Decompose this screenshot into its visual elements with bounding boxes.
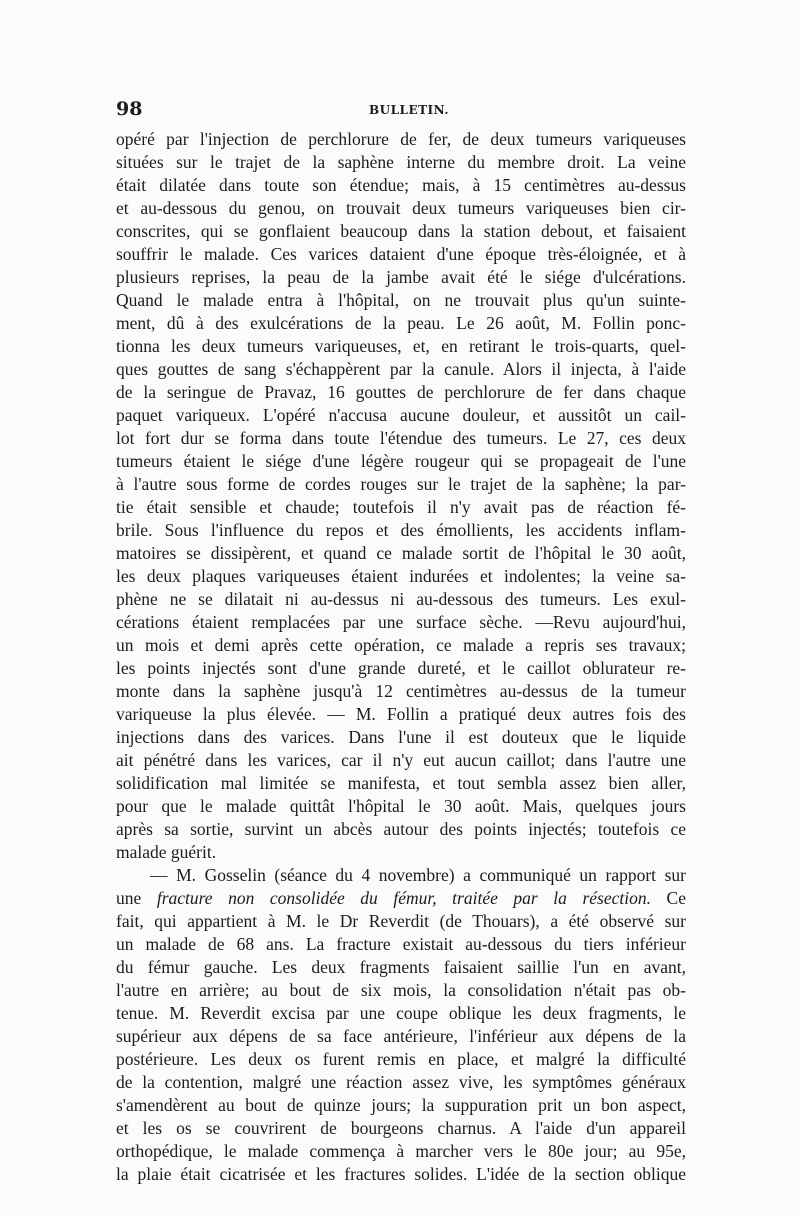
text-line: malade guérit.	[116, 842, 217, 862]
text-line: paquet variqueux. L'opéré n'accusa aucune douleur, et aussitôt un cail-	[116, 405, 686, 425]
text-line-with-title	[116, 887, 686, 910]
text-line: cérations étaient remplacées par une surface sèche. —Revu aujourd'hui,	[116, 612, 686, 632]
text-line: injections dans des varices. Dans l'une il est douteux que le liquide	[116, 727, 686, 747]
text-line: ment, dû à des exulcérations de la peau. Le 26 août, M. Follin ponc-	[116, 313, 686, 333]
text-line: tionna les deux tumeurs variqueuses, et, en retirant le trois-quarts, quel-	[116, 336, 686, 356]
text-span: Ce	[650, 888, 686, 908]
text-line: de la contention, malgré une réaction assez vive, les symptômes généraux	[116, 1072, 686, 1092]
text-line: et les os se couvrirent de bourgeons charnus. A l'aide d'un appareil	[116, 1118, 686, 1138]
text-line: variqueuse la plus élevée. — M. Follin a pratiqué deux autres fois des	[116, 704, 686, 724]
text-line: plusieurs reprises, la peau de la jambe avait été le siége d'ulcérations.	[116, 267, 686, 287]
text-line: conscrites, qui se gonflaient beaucoup dans la station debout, et faisaient	[116, 221, 686, 241]
page-number: 98	[116, 98, 143, 120]
paragraph-continuation	[116, 910, 686, 1186]
text-line: et au-dessous du genou, on trouvait deux tumeurs variqueuses bien cir-	[116, 198, 686, 218]
text-line: les points injectés sont d'une grande dureté, et le caillot oblurateur re-	[116, 658, 686, 678]
text-line: situées sur le trajet de la saphène interne du membre droit. La veine	[116, 152, 686, 172]
text-line: l'autre en arrière; au bout de six mois, la consolidation n'était pas ob-	[116, 980, 686, 1000]
text-line: solidification mal limitée se manifesta, et tout sembla assez bien aller,	[116, 773, 686, 793]
text-line: tumeurs étaient le siége d'une légère rougeur qui se propageait de l'une	[116, 451, 686, 471]
paragraph-gosselin-report	[116, 864, 686, 1186]
text-line: tie était sensible et chaude; toutefois il n'y avait pas de réaction fé-	[116, 497, 686, 517]
text-line: lot fort dur se forma dans toute l'étendue des tumeurs. Le 27, ces deux	[116, 428, 686, 448]
text-line: souffrir le malade. Ces varices dataient d'une époque très-éloignée, et à	[116, 244, 686, 264]
text-span: une	[116, 888, 157, 908]
text-line: pour que le malade quittât l'hôpital le 30 août. Mais, quelques jours	[116, 796, 686, 816]
text-line: Quand le malade entra à l'hôpital, on ne trouvait plus qu'un suinte-	[116, 290, 686, 310]
text-line: phène ne se dilatait ni au-dessus ni au-dessous des tumeurs. Les exul-	[116, 589, 686, 609]
body-text	[116, 128, 686, 1186]
text-line: monte dans la saphène jusqu'à 12 centimètres au-dessus de la tumeur	[116, 681, 686, 701]
text-line: s'amendèrent au bout de quinze jours; la suppuration prit un bon aspect,	[116, 1095, 686, 1115]
text-line: orthopédique, le malade commença à marcher vers le 80e jour; au 95e,	[116, 1141, 686, 1161]
text-line: les deux plaques variqueuses étaient indurées et indolentes; la veine sa-	[116, 566, 686, 586]
text-line: était dilatée dans toute son étendue; mais, à 15 centimètres au-dessus	[116, 175, 686, 195]
text-line: brile. Sous l'influence du repos et des émollients, les accidents inflam-	[116, 520, 686, 540]
text-line: opéré par l'injection de perchlorure de fer, de deux tumeurs variqueuses	[116, 129, 686, 149]
text-line: du fémur gauche. Les deux fragments faisaient saillie l'un en avant,	[116, 957, 686, 977]
text-line: ques gouttes de sang s'échappèrent par la canule. Alors il injecta, à l'aide	[116, 359, 686, 379]
article-title-italic: fracture non consolidée du fémur, traitée par la résection.	[156, 888, 651, 908]
text-line: la plaie était cicatrisée et les fractures solides. L'idée de la section oblique	[116, 1164, 686, 1184]
text-line: matoires se dissipèrent, et quand ce malade sortit de l'hôpital le 30 août,	[116, 543, 686, 563]
running-head: BULLETIN.	[369, 103, 450, 117]
text-line: supérieur aux dépens de sa face antérieure, l'inférieur aux dépens de la	[116, 1026, 686, 1046]
paragraph-follin-injection	[116, 128, 686, 864]
page-header	[116, 98, 686, 122]
text-line: fait, qui appartient à M. le Dr Reverdit (de Thouars), a été observé sur	[116, 911, 686, 931]
text-line: à l'autre sous forme de cordes rouges sur le trajet de la saphène; la par-	[116, 474, 686, 494]
text-line: un malade de 68 ans. La fracture existait au-dessous du tiers inférieur	[116, 934, 686, 954]
text-line: de la seringue de Pravaz, 16 gouttes de perchlorure de fer dans chaque	[116, 382, 686, 402]
text-line: un mois et demi après cette opération, ce malade a repris ses travaux;	[116, 635, 686, 655]
text-line: — M. Gosselin (séance du 4 novembre) a communiqué un rapport sur	[150, 865, 686, 885]
text-line: ait pénétré dans les varices, car il n'y eut aucun caillot; dans l'autre une	[116, 750, 686, 770]
text-line: postérieure. Les deux os furent remis en place, et malgré la difficulté	[116, 1049, 686, 1069]
text-line: tenue. M. Reverdit excisa par une coupe oblique les deux fragments, le	[116, 1003, 686, 1023]
text-line: après sa sortie, survint un abcès autour des points injectés; toutefois ce	[116, 819, 686, 839]
